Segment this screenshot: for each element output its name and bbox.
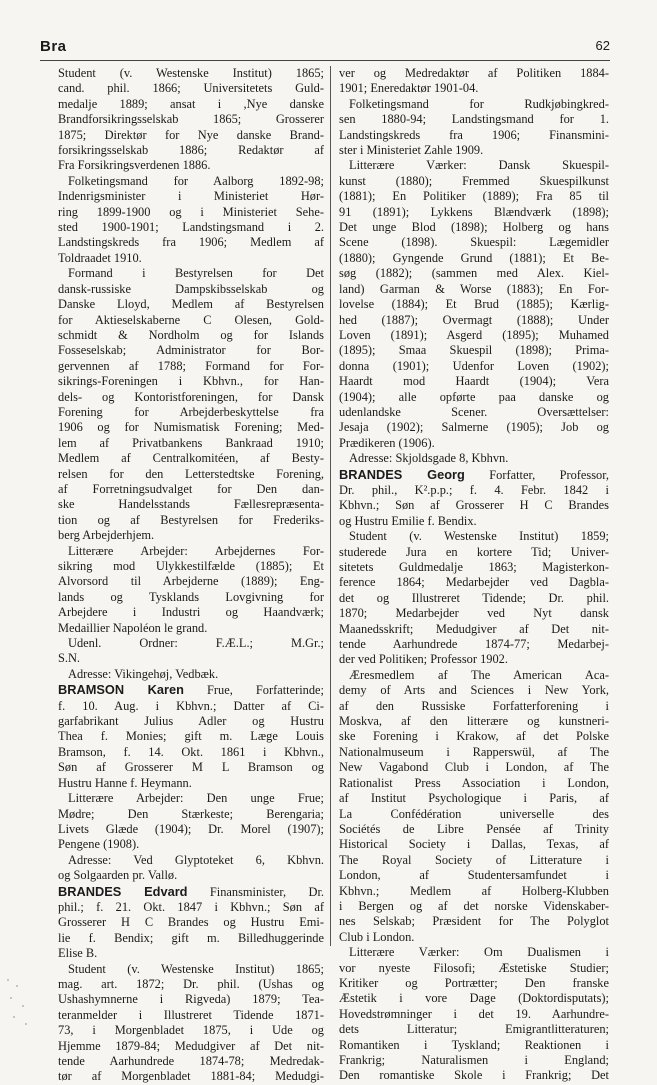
line-text: 91 (1891); Lykkens Blændværk (1898);	[339, 204, 609, 219]
line-text: Livets Glæde (1904); Dr. Morel (1907);	[58, 821, 324, 836]
text-line	[339, 945, 609, 960]
text-line	[58, 884, 324, 900]
text-line	[339, 1022, 609, 1037]
text-line	[339, 374, 609, 389]
text-line	[58, 931, 324, 946]
line-text: Nationalmuseum i Rapperswül, af The	[339, 744, 609, 759]
entry-heading: BRANDES Edvard	[58, 883, 188, 899]
line-text: schmidt & Nordholm og for Islands	[58, 327, 324, 342]
text-line	[339, 822, 609, 837]
text-line	[58, 451, 324, 466]
text-line	[58, 776, 324, 791]
text-line	[58, 390, 324, 405]
text-line	[339, 760, 609, 775]
line-text: (1880); Gyngende Grund (1881); Et Be-	[339, 250, 609, 265]
line-text: Toldraadet 1910.	[58, 250, 142, 265]
line-text: sitetets Guldmedalje 1863; Magisterkon-	[339, 560, 609, 574]
text-line	[339, 853, 609, 868]
line-text: Historical Society i Dallas, Texas, af	[339, 837, 609, 852]
text-line	[58, 699, 324, 714]
text-line	[58, 251, 324, 266]
text-line	[339, 451, 609, 466]
text-line	[58, 636, 324, 651]
text-line	[339, 174, 609, 189]
line-text: der ved Politiken; Professor 1902.	[339, 652, 508, 667]
line-text: Hustru Hanne f. Heymann.	[58, 775, 192, 790]
line-text: Litterære Værker: Dansk Skuespil-	[349, 158, 609, 173]
line-text: Rationalist Press Association i London,	[339, 775, 609, 790]
line-text: Club i London.	[339, 929, 415, 944]
text-line	[339, 699, 609, 714]
line-text: sen 1880-94; Landstingsmand for 1.	[339, 112, 609, 127]
line-text: Kbhvn.; Medlem af Holberg-Klubben	[339, 883, 609, 898]
text-line	[339, 914, 609, 929]
line-text: Moskva, af den litterære og kunstneri-	[339, 714, 609, 729]
line-text: La Confédération universelle des	[339, 806, 609, 821]
line-text: 1901; Eneredaktør 1901-04.	[339, 81, 479, 96]
text-line	[339, 498, 609, 513]
line-text: (1895); Smaa Skuespil (1898); Prima-	[339, 343, 609, 358]
line-text: Hovedstrømninger i det 19. Aarhundre-	[339, 1006, 609, 1021]
text-line	[58, 220, 324, 235]
text-line	[58, 328, 324, 343]
text-line	[58, 915, 324, 930]
text-line	[339, 112, 609, 127]
line-text: Landstingskreds fra 1906; Medlem af	[58, 235, 324, 250]
line-text: f. 10. Aug. i Kbhvn.; Datter af Ci-	[58, 698, 324, 713]
line-text: The Royal Society of Litterature i	[339, 852, 609, 867]
text-line	[339, 390, 609, 405]
line-text: garfabrikant Julius Adler og Hustru	[58, 714, 324, 729]
left-column	[58, 66, 324, 1085]
text-line	[58, 420, 324, 435]
text-line	[58, 497, 324, 512]
line-text: dets Litteratur; Emigrantlitteraturen;	[339, 1022, 609, 1037]
line-text: tende Aarhundrede 1874-78; Medredak-	[58, 1054, 324, 1068]
line-text: søg (1882); (sammen med Alex. Kiel-	[339, 266, 609, 281]
text-line	[58, 436, 324, 451]
text-line	[339, 545, 609, 560]
text-line	[58, 112, 324, 127]
header-rule	[40, 60, 610, 61]
line-text: Danske Lloyd, Medlem af Bestyrelsen	[58, 297, 324, 312]
line-text: Haardt mod Haardt (1904); Vera	[339, 374, 609, 389]
text-line	[58, 235, 324, 250]
text-line	[339, 436, 609, 451]
text-line	[339, 420, 609, 435]
line-text: Litterære Arbejder: Arbejdernes For-	[68, 543, 324, 558]
line-text: af den Russiske Forfatterforening i	[339, 698, 609, 713]
line-text: Romantiken i Tyskland; Reaktionen i	[339, 1037, 609, 1052]
text-line	[58, 992, 324, 1007]
line-text: det og Illustreret Tidende; Dr. phil.	[339, 590, 609, 605]
line-text: donna (1901); Udenfor Loven (1902);	[339, 358, 609, 373]
text-line	[58, 189, 324, 204]
text-line	[58, 590, 324, 605]
text-line	[339, 899, 609, 914]
text-line	[58, 405, 324, 420]
text-line	[339, 884, 609, 899]
text-line	[58, 143, 324, 158]
text-line	[58, 528, 324, 543]
line-text: tør af Morgenbladet 1881-84; Medudgi-	[58, 1069, 324, 1084]
line-text: i Bergen og af det norske Videnskaber-	[339, 898, 609, 913]
text-line	[58, 282, 324, 297]
line-text: Det unge Blod (1898); Holberg og hans	[339, 220, 609, 235]
text-line	[58, 682, 324, 698]
line-text: Mødre; Den Stærkeste; Berengaria;	[58, 806, 324, 821]
page-header	[40, 38, 610, 58]
text-line	[339, 745, 609, 760]
text-line	[58, 266, 324, 281]
line-text: Adresse: Skjoldsgade 8, Kbhvn.	[349, 451, 509, 466]
text-line	[339, 143, 609, 158]
text-line	[339, 714, 609, 729]
line-text: Student (v. Westenske Institut) 1859;	[349, 529, 609, 544]
text-line	[339, 529, 609, 544]
line-text: Kritiker og Portrætter; Den franske	[339, 975, 609, 990]
line-text: sikring mod Ulykkestilfælde (1885); Et	[58, 559, 324, 573]
text-line	[339, 622, 609, 637]
line-text: sikrings-Foreningen i Kbhvn., for Han-	[58, 374, 324, 389]
text-line	[58, 205, 324, 220]
line-text: 1906 og for Numismatisk Forening; Med-	[58, 420, 324, 435]
line-text: Prædikeren (1906).	[339, 435, 435, 450]
text-line	[339, 313, 609, 328]
text-line	[339, 1068, 609, 1083]
line-text: phil.; f. 21. Okt. 1847 i Kbhvn.; Søn af	[58, 899, 324, 914]
text-line	[339, 66, 609, 81]
text-line	[339, 991, 609, 1006]
line-text: New Vagabond Club i London, af The	[339, 760, 609, 775]
line-text: Bramson, f. 14. Okt. 1861 i Kbhvn.,	[58, 744, 324, 759]
line-text: mag. art. 1872; Dr. phil. (Ushas og	[58, 976, 324, 991]
line-text: gervennen af 1788; Formand for For-	[58, 358, 324, 373]
text-line	[339, 189, 609, 204]
text-line	[339, 668, 609, 683]
text-line	[58, 962, 324, 977]
line-text: Medlem af Centralkomitéen, af Besty-	[58, 451, 324, 466]
text-line	[58, 651, 324, 666]
line-text: berg Arbejderhjem.	[58, 528, 155, 543]
line-text: Æresmedlem af The American Aca-	[349, 667, 609, 682]
text-line	[58, 714, 324, 729]
text-line	[58, 868, 324, 883]
text-line	[339, 97, 609, 112]
text-line	[339, 976, 609, 991]
text-line	[58, 297, 324, 312]
line-text: 1875; Direktør for Nye danske Brand-	[58, 127, 324, 142]
line-text: teranmelder i Illustreret Tidende 1871-	[58, 1007, 324, 1022]
line-text: Jesaja (1902); Salmerne (1905); Job og	[339, 420, 609, 435]
line-text: Landstingskreds fra 1906; Finansmini-	[339, 127, 609, 142]
line-text: Søn af Grosserer M L Bramson og	[58, 760, 324, 775]
line-text: 73, i Morgenbladet 1875, i Ude og	[58, 1023, 324, 1038]
text-line	[339, 652, 609, 667]
line-text: relsen for den Letterstedtske Forening,	[58, 466, 324, 481]
line-text: Litterære Arbejder: Den unge Frue;	[68, 791, 324, 806]
text-line	[339, 637, 609, 652]
running-head: Bra	[40, 38, 67, 55]
paper-specks	[4, 975, 34, 1035]
line-text: ver og Medredaktør af Politiken 1884-	[339, 66, 609, 80]
line-text: Medaillier Napoléon le grand.	[58, 620, 208, 635]
line-text: Sociétés de Libre Pensée af Trinity	[339, 821, 609, 836]
line-text: og Solgaarden pr. Vallø.	[58, 868, 178, 883]
line-text: (1904); alle opførte paa danske og	[339, 389, 609, 404]
line-text: lands og Tysklands Lovgivning for	[58, 589, 324, 604]
line-text: Folketingsmand for Aalborg 1892-98;	[68, 173, 324, 188]
entry-heading: BRANDES Georg	[339, 466, 465, 482]
text-line	[339, 1007, 609, 1022]
line-text: Frankrig; Naturalismen i England;	[339, 1053, 609, 1067]
line-text: Alvorsord til Arbejderne (1889); Eng-	[58, 574, 324, 589]
text-line	[58, 1023, 324, 1038]
line-text: nes Selskab; Præsident for The Polyglot	[339, 914, 609, 929]
line-text: ference 1864; Medarbejder ved Dagbla-	[339, 575, 609, 590]
line-text: Frue, Forfatterinde;	[183, 683, 324, 698]
text-line	[339, 467, 609, 483]
line-text: Litterære Værker: Om Dualismen i	[349, 945, 609, 960]
line-text: studerede Jura en kortere Tid; Univer-	[339, 544, 609, 559]
line-text: af Institut Psychologique i Paris, af	[339, 791, 609, 806]
line-text: ske Forening i Krakow, af det Polske	[339, 729, 609, 744]
line-text: og Hustru Emilie f. Bendix.	[339, 513, 477, 528]
text-line	[58, 343, 324, 358]
text-line	[58, 667, 324, 682]
text-line	[339, 575, 609, 590]
text-line	[58, 467, 324, 482]
line-text: kunst (1880); Fremmed Skuespilkunst	[339, 173, 609, 188]
line-text: Scene (1898). Skuespil: Lægemidler	[339, 235, 609, 250]
text-line	[58, 359, 324, 374]
text-line	[58, 729, 324, 744]
line-text: lie f. Bendix; gift m. Billedhuggerinde	[58, 930, 324, 945]
line-text: sted 1900-1901; Landstingsmand i 2.	[58, 220, 324, 235]
line-text: Pengene (1908).	[58, 837, 140, 852]
text-line	[58, 1039, 324, 1054]
text-line	[58, 559, 324, 574]
text-line	[339, 483, 609, 498]
text-line	[339, 683, 609, 698]
text-line	[58, 1008, 324, 1023]
line-text: dansk-russiske Dampskibsselskab og	[58, 281, 324, 296]
line-text: Elise B.	[58, 946, 98, 961]
line-text: tion og af Bestyrelsen for Frederiks-	[58, 512, 324, 527]
text-line	[339, 514, 609, 529]
line-text: London, af Studentersamfundet i	[339, 868, 609, 883]
line-text: Dr. phil., K².p.p.; f. 4. Febr. 1842 i	[339, 482, 609, 497]
text-line	[339, 251, 609, 266]
text-line	[339, 591, 609, 606]
line-text: forsikringsselskab 1886; Redaktør af	[58, 143, 324, 158]
text-line	[339, 343, 609, 358]
column-divider	[330, 66, 331, 946]
text-line	[58, 900, 324, 915]
text-line	[58, 791, 324, 806]
text-line	[58, 745, 324, 760]
text-line	[58, 1054, 324, 1069]
line-text: Folketingsmand for Rudkjøbingkred-	[349, 96, 609, 111]
line-text: udenlandske Scener. Oversættelser:	[339, 404, 609, 419]
line-text: Arbejdere i Industri og Haandværk;	[58, 605, 324, 620]
line-text: Indenrigsminister i Ministeriet Hør-	[58, 189, 324, 204]
line-text: Forfatter, Professor,	[464, 467, 609, 482]
text-line	[339, 359, 609, 374]
text-line	[339, 1038, 609, 1053]
text-line	[58, 513, 324, 528]
text-line	[58, 807, 324, 822]
line-text: cand. phil. 1866; Universitetets Guld-	[58, 81, 324, 96]
text-line	[58, 946, 324, 961]
text-line	[58, 158, 324, 173]
line-text: vor nyeste Filosofi; Æstetiske Studier;	[339, 960, 609, 975]
text-line	[58, 760, 324, 775]
line-text: lovelse (1884); Et Brud (1885); Kærlig-	[339, 297, 609, 312]
line-text: Hjemme 1879-84; Medudgiver af Det nit-	[58, 1038, 324, 1053]
text-line	[339, 868, 609, 883]
line-text: Brandforsikringsselskab 1865; Grosserer	[58, 112, 324, 127]
text-line	[58, 544, 324, 559]
text-line	[58, 605, 324, 620]
line-text: for Aktieselskaberne C Olesen, Gold-	[58, 312, 324, 327]
text-line	[58, 128, 324, 143]
line-text: Forening for Arbejderbeskyttelse fra	[58, 404, 324, 419]
page-number: 62	[595, 38, 610, 53]
text-line	[339, 729, 609, 744]
text-line	[58, 482, 324, 497]
line-text: dels- og Kontoristforeningen, for Dansk	[58, 389, 324, 404]
line-text: Adresse: Ved Glyptoteket 6, Kbhvn.	[68, 852, 324, 867]
text-line	[339, 220, 609, 235]
line-text: lem af Privatbankens Bankraad 1910;	[58, 435, 324, 450]
text-line	[339, 837, 609, 852]
line-text: tende Aarhundrede 1874-77; Medarbej-	[339, 637, 609, 652]
line-text: Thea f. Monies; gift m. Læge Louis	[58, 729, 324, 744]
line-text: Æstetik i vore Dage (Doktordisputats);	[339, 991, 609, 1006]
text-line	[339, 158, 609, 173]
text-line	[339, 776, 609, 791]
text-line	[339, 1053, 609, 1068]
text-line	[339, 961, 609, 976]
text-line	[339, 405, 609, 420]
line-text: Loven (1891); Asgerd (1895); Muhamed	[339, 327, 609, 342]
line-text: Den romantiske Skole i Frankrig; Det	[339, 1068, 609, 1083]
text-line	[339, 930, 609, 945]
text-line	[339, 807, 609, 822]
text-line	[339, 266, 609, 281]
line-text: S.N.	[58, 651, 81, 666]
line-text: ster i Ministeriet Zahle 1909.	[339, 143, 484, 158]
line-text: Fosseselskab; Administrator for Bor-	[58, 343, 324, 358]
line-text: Kbhvn.; Søn af Grosserer H C Brandes	[339, 498, 609, 513]
text-line	[58, 81, 324, 96]
line-text: af Forretningsudvalget for Den dan-	[58, 481, 324, 496]
line-text: 1870; Medarbejder ved Nyt dansk	[339, 606, 609, 621]
line-text: ring 1899-1900 og i Ministeriet Sehe-	[58, 204, 324, 219]
text-line	[339, 235, 609, 250]
text-line	[58, 853, 324, 868]
text-line	[339, 81, 609, 96]
text-line	[58, 574, 324, 589]
text-line	[58, 837, 324, 852]
text-line	[339, 560, 609, 575]
line-text: Maanedsskrift; Medudgiver af Det nit-	[339, 621, 609, 636]
line-text: Student (v. Westenske Institut) 1865;	[68, 961, 324, 976]
text-line	[339, 282, 609, 297]
line-text: Grosserer H C Brandes og Hustru Emi-	[58, 915, 324, 930]
line-text: Ushashymnerne i Rigveda) 1879; Tea-	[58, 992, 324, 1007]
line-text: demy of Arts and Sciences i New York,	[339, 683, 609, 698]
line-text: Fra Forsikringsverdenen 1886.	[58, 158, 211, 173]
line-text: land) Garman & Worse (1883); En For-	[339, 281, 609, 296]
line-text: (1881); En Politiker (1889); Fra 85 til	[339, 189, 609, 204]
text-line	[339, 606, 609, 621]
text-line	[58, 1069, 324, 1084]
text-line	[58, 174, 324, 189]
line-text: hed (1887); Overmagt (1888); Under	[339, 312, 609, 327]
text-line	[58, 374, 324, 389]
line-text: Udenl. Ordner: F.Æ.L.; M.Gr.;	[68, 636, 324, 651]
text-line	[339, 205, 609, 220]
text-line	[58, 621, 324, 636]
line-text: Finansminister, Dr.	[187, 884, 324, 899]
line-text: Adresse: Vikingehøj, Vedbæk.	[68, 666, 219, 681]
text-line	[58, 313, 324, 328]
line-text: ske Handelsstands Fællesrepræsenta-	[58, 497, 324, 512]
right-column	[339, 66, 609, 1084]
line-text: Formand i Bestyrelsen for Det	[68, 266, 324, 281]
line-text: Student (v. Westenske Institut) 1865;	[58, 66, 324, 80]
entry-heading: BRAMSON Karen	[58, 682, 184, 698]
text-line	[339, 328, 609, 343]
text-line	[58, 97, 324, 112]
text-line	[339, 128, 609, 143]
text-line	[58, 822, 324, 837]
line-text: medalje 1889; ansat i ,Nye danske	[58, 96, 324, 111]
text-line	[58, 66, 324, 81]
text-line	[58, 977, 324, 992]
text-line	[339, 791, 609, 806]
text-line	[339, 297, 609, 312]
